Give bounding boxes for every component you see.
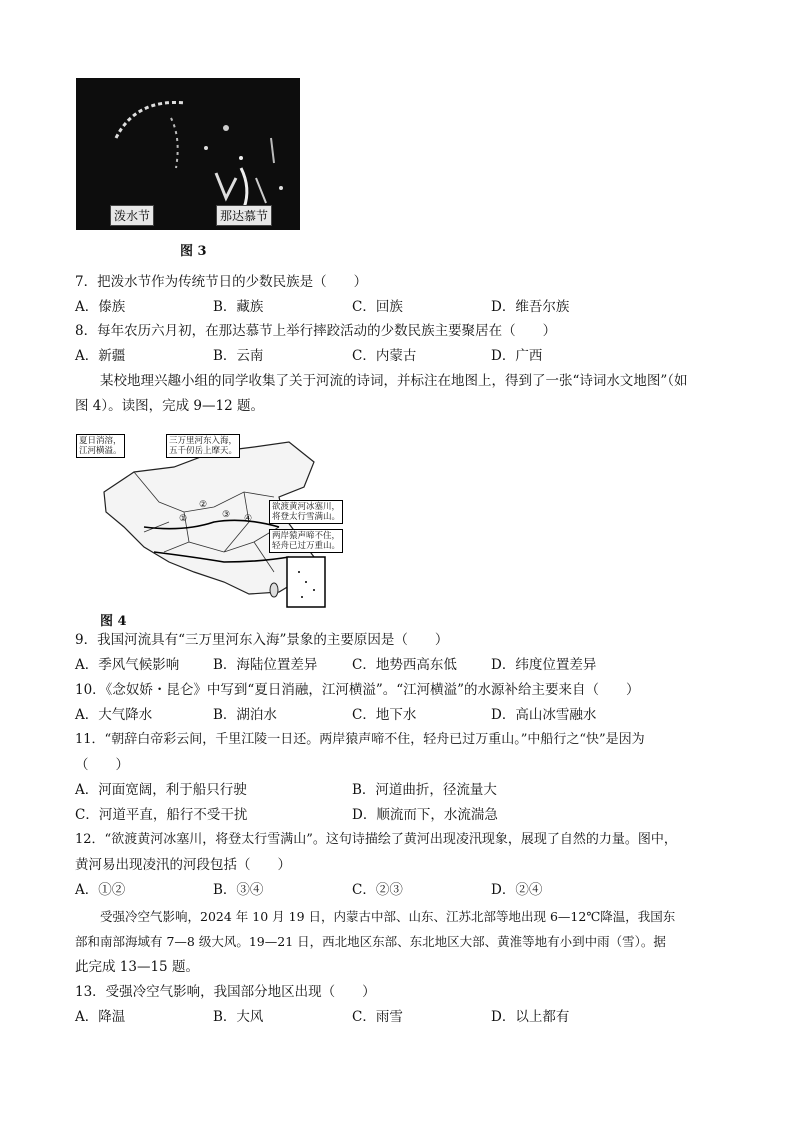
intro-9-12-line-2: 图 4）。读图，完成 9—12 题。 [75,398,264,414]
question-13-stem: 13．受强冷空气影响，我国部分地区出现（ ） [75,984,376,1000]
q13-option-b: B．大风 [213,1009,264,1025]
q9-option-c: C．地势西高东低 [352,657,457,673]
question-11-stem-line-2: （ ） [75,757,129,773]
q10-option-b: B．湖泊水 [213,707,277,723]
intro-9-12-line-1: 某校地理兴趣小组的同学收集了关于河流的诗词，并标注在地图上，得到了一张“诗词水文地图”（如 [100,373,688,389]
figure-4-caption: 图 4 [100,614,127,629]
q11-option-d: D．顺流而下，水流湍急 [352,807,498,823]
q7-option-c: C．回族 [352,299,403,315]
question-9-stem: 9．我国河流具有“三万里河东入海”景象的主要原因是（ ） [75,632,449,648]
figure-3-photo [76,78,300,230]
question-11-stem-line-1: 11．“朝辞白帝彩云间，千里江陵一日还。两岸猿声啼不住，轻舟已过万重山。”中船行之“快”是因为 [75,732,645,747]
intro-13-15-line-2: 部和南部海域有 7—8 级大风。19—21 日，西北地区东部、东北地区大部、黄淮等地有小到中雨（雪）。据 [75,934,666,949]
q11-option-c: C．河道平直，船行不受干扰 [75,807,248,823]
q9-option-a: A．季风气候影响 [75,657,180,673]
intro-13-15-line-3: 此完成 13—15 题。 [75,959,199,975]
map-callout-summer-melt: 夏日消溶， 江河横溢。 [76,434,125,458]
q11-option-a: A．河面宽阔，利于船只行驶 [75,782,247,798]
map-marker-2: ② [199,500,208,510]
q7-option-b: B．藏族 [213,299,264,315]
map-callout-light-boat: 两岸猿声啼不住， 轻舟已过万重山。 [269,529,343,553]
q7-option-d: D．维吾尔族 [491,299,570,315]
q9-option-b: B．海陆位置差异 [213,657,318,673]
question-7-stem: 7．把泼水节作为传统节日的少数民族是（ ） [75,274,368,290]
map-callout-river-east-sea: 三万里河东入海， 五千仞岳上摩天。 [166,434,240,458]
question-10-stem: 10．《念奴娇・昆仑》中写到“夏日消融，江河横溢”。“江河横溢”的水源补给主要来自（ ） [75,682,640,698]
figure-3-caption: 图 3 [180,244,207,259]
q7-option-a: A．傣族 [75,299,126,315]
map-callout-yellow-river-ice: 欲渡黄河冰塞川， 将登太行雪满山。 [269,500,343,524]
q10-option-a: A．大气降水 [75,707,153,723]
q8-option-d: D．广西 [491,348,543,364]
map-marker-3: ③ [222,510,231,520]
photo-label-naadam-festival: 那达慕节 [216,205,272,226]
q12-option-d: D．②④ [491,882,543,898]
map-marker-4: ④ [244,514,253,524]
q9-option-d: D．纬度位置差异 [491,657,597,673]
q12-option-c: C．②③ [352,882,403,898]
question-12-stem-line-1: 12．“欲渡黄河冰塞川，将登太行雪满山”。这句诗描绘了黄河出现凌汛现象，展现了自然的力量。图中， [75,832,677,847]
q10-option-d: D．高山冰雪融水 [491,707,597,723]
question-8-stem: 8．每年农历六月初，在那达慕节上举行摔跤活动的少数民族主要聚居在（ ） [75,323,557,339]
q13-option-a: A．降温 [75,1009,126,1025]
photo-label-water-festival: 泼水节 [110,205,154,226]
figure-4-map [74,432,352,610]
q13-option-d: D．以上都有 [491,1009,570,1025]
q8-option-b: B．云南 [213,348,264,364]
q12-option-b: B．③④ [213,882,264,898]
q11-option-b: B．河道曲折，径流量大 [352,782,497,798]
q12-option-a: A．①② [75,882,126,898]
q10-option-c: C．地下水 [352,707,417,723]
q13-option-c: C．雨雪 [352,1009,403,1025]
map-marker-1: ① [179,514,188,524]
intro-13-15-line-1: 受强冷空气影响，2024 年 10 月 19 日，内蒙古中部、山东、江苏北部等地出现 6—12℃降温，我国东 [100,909,676,924]
q8-option-c: C．内蒙古 [352,348,417,364]
q8-option-a: A．新疆 [75,348,126,364]
question-12-stem-line-2: 黄河易出现凌汛的河段包括（ ） [75,857,291,873]
